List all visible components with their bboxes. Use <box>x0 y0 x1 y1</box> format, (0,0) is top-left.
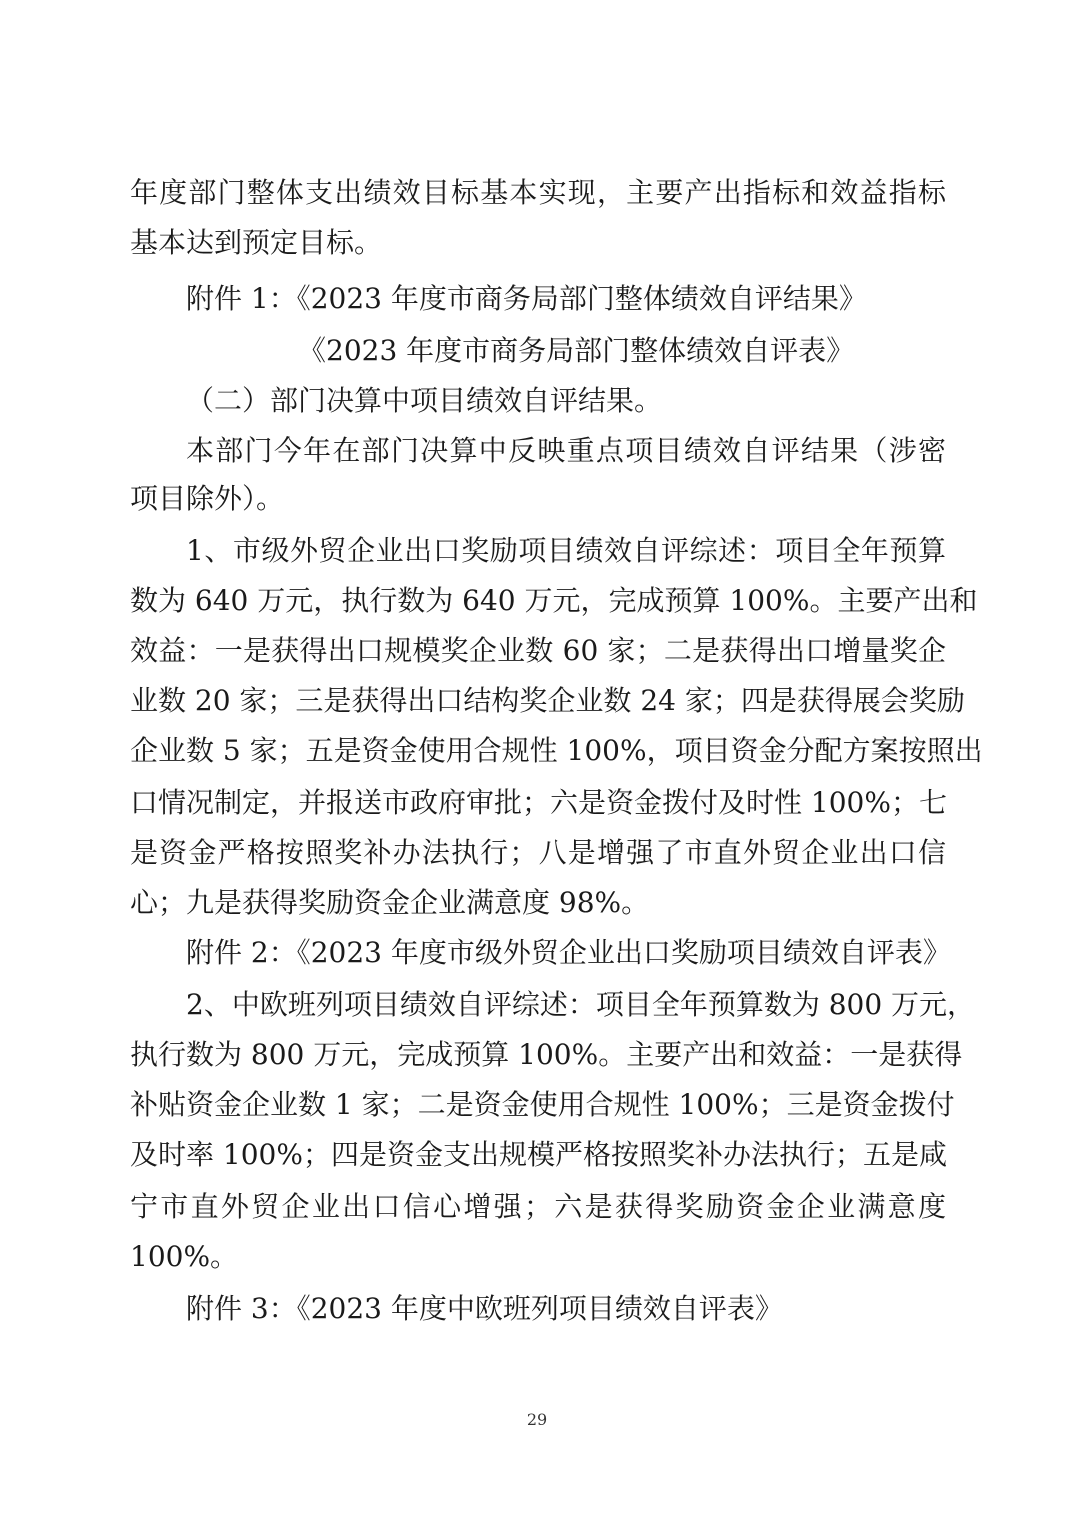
body-text-line: 企业数 5 家；五是资金使用合规性 100%，项目资金分配方案按照出 <box>130 734 983 767</box>
body-text-line: 宁市直外贸企业出口信心增强；六是获得奖励资金企业满意度 <box>130 1190 946 1223</box>
body-text-line: 心；九是获得奖励资金企业满意度 98%。 <box>130 886 650 919</box>
body-text-line: 是资金严格按照奖补办法执行；八是增强了市直外贸企业出口信 <box>130 836 946 869</box>
body-text-line: 业数 20 家；三是获得出口结构奖企业数 24 家；四是获得展会奖励 <box>130 684 965 717</box>
body-text-line: 效益：一是获得出口规模奖企业数 60 家；二是获得出口增量奖企 <box>130 634 946 667</box>
body-text-line: 及时率 100%；四是资金支出规模严格按照奖补办法执行；五是咸 <box>130 1138 947 1171</box>
attachment-line: 《2023 年度市商务局部门整体绩效自评表》 <box>298 334 855 367</box>
body-text-line: 100%。 <box>130 1240 239 1273</box>
body-text-line: 1、市级外贸企业出口奖励项目绩效自评综述：项目全年预算 <box>186 534 946 567</box>
body-text-line: 口情况制定，并报送市政府审批；六是资金拨付及时性 100%；七 <box>130 786 947 819</box>
page-number: 29 <box>526 1410 548 1429</box>
attachment-line: 附件 3：《2023 年度中欧班列项目绩效自评表》 <box>186 1292 783 1325</box>
attachment-line: 附件 1：《2023 年度市商务局部门整体绩效自评结果》 <box>186 282 867 315</box>
section-heading: （二）部门决算中项目绩效自评结果。 <box>186 384 663 417</box>
body-text-line: 项目除外）。 <box>130 482 285 515</box>
body-text-line: 数为 640 万元，执行数为 640 万元，完成预算 100%。主要产出和 <box>130 584 978 617</box>
body-text-line: 年度部门整体支出绩效目标基本实现，主要产出指标和效益指标 <box>130 176 946 209</box>
body-text-line: 2、中欧班列项目绩效自评综述：项目全年预算数为 800 万元， <box>186 988 976 1021</box>
body-text-line: 补贴资金企业数 1 家；二是资金使用合规性 100%；三是资金拨付 <box>130 1088 955 1121</box>
body-text-line: 基本达到预定目标。 <box>130 226 383 259</box>
body-text-line: 本部门今年在部门决算中反映重点项目绩效自评结果（涉密 <box>186 434 946 467</box>
attachment-line: 附件 2：《2023 年度市级外贸企业出口奖励项目绩效自评表》 <box>186 936 951 969</box>
body-text-line: 执行数为 800 万元，完成预算 100%。主要产出和效益：一是获得 <box>130 1038 963 1071</box>
